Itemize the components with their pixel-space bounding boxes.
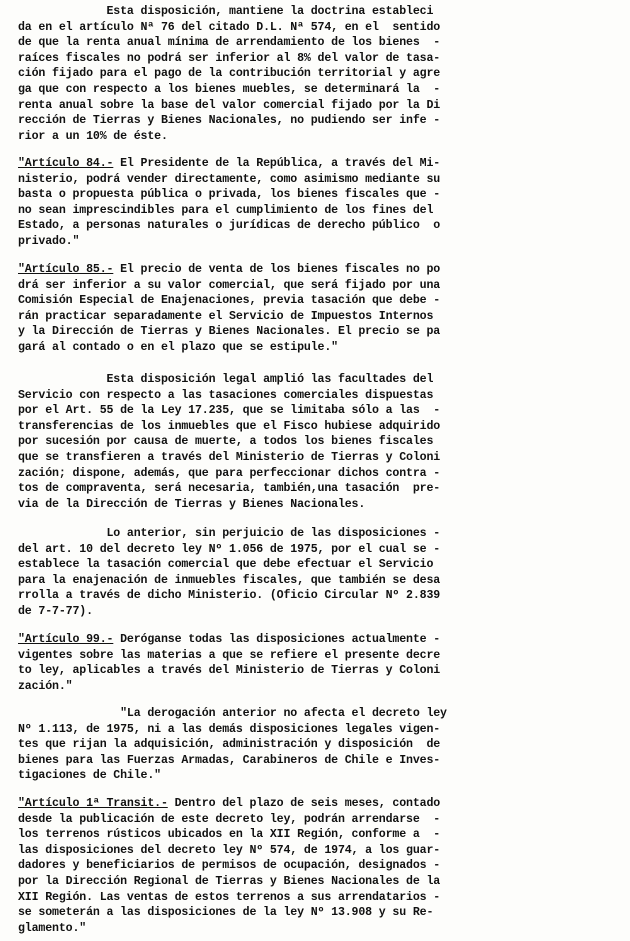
article-heading: "Artículo 99.- [18,633,114,646]
text-line: por el Art. 55 de la Ley 17.235, que se limitaba sólo a las - [18,404,441,418]
text-line: rior a un 10% de éste. [18,129,168,143]
article-heading: "Artículo 84.- [18,157,114,170]
text-line: gará al contado o en el plazo que se estipule." [18,340,338,354]
text-line: rección de Tierras y Bienes Nacionales, no pudiendo ser infe - [18,114,441,128]
text-line: por la Dirección Regional de Tierras y Bienes Nacionales de la [18,874,441,888]
article-1-transitorio [18,796,616,936]
text-line: del art. 10 del decreto ley Nº 1.056 de 1975, por el cual se - [18,542,441,556]
text-line: ga que con respecto a los bienes muebles, se determinará la - [18,82,441,96]
text-line: raíces fiscales no podrá ser inferior al 8% del valor de tasa- [18,51,441,65]
article-first-line [18,262,616,278]
text-line: rán practicar separadamente el Servicio de Impuestos Internos [18,309,434,323]
text-line: rrolla a través de dicho Ministerio. (Oficio Circular Nº 2.839 [18,589,441,603]
paragraph-derogacion [18,706,616,784]
text-line: via de la Dirección de Tierras y Bienes Nacionales. [18,497,366,511]
text-line: Estado, a personas naturales o jurídicas de derecho público o [18,219,441,233]
text-line: los terrenos rústicos ubicados en la XII Región, conforme a - [18,828,441,842]
text-line: vigentes sobre las materias a que se refiere el presente decre [18,648,441,662]
article-first-line [18,796,616,812]
article-heading: "Artículo 1ª Transit.- [18,797,168,810]
text-line: "La derogación anterior no afecta el decreto ley [18,707,447,720]
article-heading: "Artículo 85.- [18,263,114,276]
text-line: Servicio con respecto a las tasaciones comerciales dispuestas [18,388,434,402]
text-line: tigaciones de Chile." [18,769,161,783]
text-line: Comisión Especial de Enajenaciones, previa tasación que debe - [18,294,441,308]
text-line: Lo anterior, sin perjuicio de las disposiciones - [18,527,441,540]
text-line: transferencias de los inmuebles que el Fisco hubiese adquirido [18,419,441,433]
text-line: glamento." [18,921,87,935]
text-segment: El precio de venta de los bienes fiscales no po [113,263,441,276]
text-line: se someterán a las disposiciones de la ley Nº 13.908 y su Re- [18,906,434,920]
text-line: de que la renta anual mínima de arrendamiento de los bienes - [18,36,441,50]
text-line: renta anual sobre la base del valor comercial fijado por la Di [18,98,441,112]
text-line: para la enajenación de inmuebles fiscales, que también se desa [18,573,441,587]
article-first-line [18,632,616,648]
text-line: Esta disposición legal amplió las facultades del [18,373,434,386]
text-line: Nº 1.113, de 1975, ni a las demás disposiciones legales vigen- [18,722,441,736]
text-line: XII Región. Las ventas de estos terrenos a sus arrendatarios - [18,890,441,904]
article-first-line [18,156,616,172]
paragraph-disposicion-art-76 [18,4,616,144]
text-line: que se transfieren a través del Ministerio de Tierras y Coloni [18,450,441,464]
text-line: ción fijado para el pago de la contribución territorial y agre [18,67,441,81]
text-line: tes que rijan la adquisición, administración y disposición de [18,738,441,752]
text-line: privado." [18,234,80,248]
text-line: dadores y beneficiarios de permisos de ocupación, designados - [18,859,441,873]
text-line: y la Dirección de Tierras y Bienes Nacionales. El precio se pa [18,325,441,339]
text-line: basta o propuesta pública o privada, los bienes fiscales que - [18,188,441,202]
text-line: zación; dispone, además, que para perfeccionar dichos contra - [18,466,441,480]
text-line: no sean imprescindibles para el cumplimiento de los fines del [18,203,434,217]
text-line: por sucesión por causa de muerte, a todos los bienes fiscales [18,435,434,449]
text-line: establece la tasación comercial que debe efectuar el Servicio [18,558,434,572]
text-segment: Deróganse todas las disposiciones actualmente - [113,633,441,646]
text-segment: El Presidente de la República, a través del Mi- [113,157,441,170]
text-line: nisterio, podrá vender directamente, como asimismo mediante su [18,172,441,186]
text-segment: Dentro del plazo de seis meses, contado [167,797,441,810]
article-99 [18,632,616,694]
text-line: desde la publicación de este decreto ley, podrán arrendarse - [18,812,441,826]
paragraph-ampliacion-facultades [18,372,616,512]
text-line: da en el artículo Nª 76 del citado D.L. Nª 574, en el sentido [18,20,441,34]
paragraph-sin-perjuicio [18,526,616,620]
text-line: bienes para las Fuerzas Armadas, Carabineros de Chile e Inves- [18,753,441,767]
text-line: drá ser inferior a su valor comercial, que será fijado por una [18,278,441,292]
text-line: Esta disposición, mantiene la doctrina estableci [18,5,434,18]
text-line: to ley, aplicables a través del Ministerio de Tierras y Coloni [18,664,441,678]
text-line: las disposiciones del decreto ley Nº 574, de 1974, a los guar- [18,843,441,857]
article-84 [18,156,616,250]
article-85 [18,262,616,356]
text-line: tos de compraventa, será necesaria, también,una tasación pre- [18,482,441,496]
text-line: zación." [18,679,73,693]
text-line: de 7-7-77). [18,604,93,618]
